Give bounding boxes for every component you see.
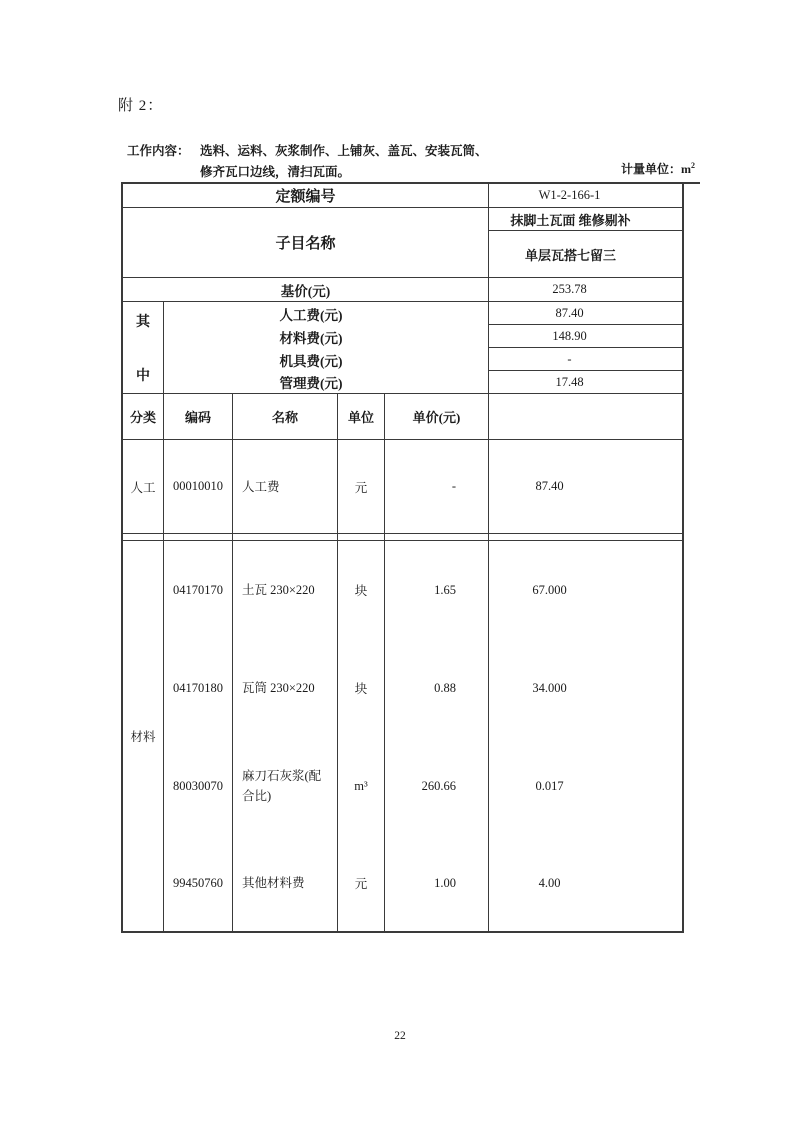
quota-table — [121, 182, 684, 933]
col-header-category: 分类 — [123, 394, 164, 440]
among-which-top: 其 — [136, 314, 150, 330]
gap-cell — [233, 534, 338, 541]
material-unit: 块 — [338, 541, 385, 639]
material-quantity: 34.000 — [532, 680, 567, 695]
fee-value: - — [489, 348, 682, 371]
fee-label: 机具费(元) — [164, 348, 489, 371]
fee-row — [123, 302, 682, 325]
quota-code-label: 定额编号 — [123, 184, 489, 208]
quota-code-value: W1-2-166-1 — [489, 184, 682, 208]
gap-cell — [123, 534, 164, 541]
material-name: 其他材料费 — [233, 835, 338, 931]
labor-quantity: 87.40 — [489, 440, 682, 534]
fee-value: 148.90 — [489, 325, 682, 348]
material-unit: 元 — [338, 835, 385, 931]
material-name: 土瓦 230×220 — [233, 541, 338, 639]
material-row — [123, 737, 682, 835]
material-code: 04170180 — [164, 639, 233, 737]
attachment-label: 附 2： — [118, 98, 164, 114]
among-which-cell — [123, 302, 164, 394]
measure-unit — [621, 160, 695, 177]
labor-unit: 元 — [338, 440, 385, 534]
gap-cell — [338, 534, 385, 541]
material-unit: 块 — [338, 639, 385, 737]
item-name: 单层瓦搭七留三 — [489, 231, 682, 278]
material-name: 瓦筒 230×220 — [233, 639, 338, 737]
material-unit: m³ — [338, 737, 385, 835]
fee-label: 人工费(元) — [164, 302, 489, 325]
material-price: 1.65 — [385, 541, 489, 639]
page-number: 22 — [394, 1030, 406, 1042]
material-quantity: 4.00 — [538, 875, 561, 890]
fee-value: 17.48 — [489, 371, 682, 394]
fee-value: 87.40 — [489, 302, 682, 325]
top-rule-extension — [684, 182, 700, 184]
gap-cell — [489, 534, 682, 541]
among-which-text — [123, 305, 163, 391]
labor-category: 人工 — [123, 440, 164, 534]
material-price: 0.88 — [385, 639, 489, 737]
work-content-line2: 修齐瓦口边线，清扫瓦面。 — [200, 165, 351, 179]
base-price-value: 253.78 — [489, 278, 682, 302]
fee-row — [123, 348, 682, 371]
labor-price: - — [385, 440, 489, 534]
section-gap-row — [123, 534, 682, 541]
material-price: 260.66 — [385, 737, 489, 835]
material-row — [123, 541, 682, 639]
col-header-name: 名称 — [233, 394, 338, 440]
item-category-row — [123, 208, 682, 231]
labor-code: 00010010 — [164, 440, 233, 534]
material-quantity: 67.000 — [532, 582, 567, 597]
material-row — [123, 835, 682, 931]
col-header-quantity — [489, 394, 682, 440]
material-code: 99450760 — [164, 835, 233, 931]
base-price-row — [123, 278, 682, 302]
material-category: 材料 — [123, 541, 164, 931]
labor-name: 人工费 — [233, 440, 338, 534]
material-code: 80030070 — [164, 737, 233, 835]
material-quantity: 0.017 — [535, 778, 564, 793]
measure-unit-value: m — [681, 162, 691, 176]
work-content-label: 工作内容： — [127, 144, 190, 158]
gap-cell — [164, 534, 233, 541]
col-header-price: 单价(元) — [385, 394, 489, 440]
item-name-label: 子目名称 — [123, 208, 489, 278]
gap-cell — [385, 534, 489, 541]
material-name: 麻刀石灰浆(配合比) — [233, 737, 338, 835]
labor-row — [123, 440, 682, 534]
work-content-line1: 选料、运料、灰浆制作、上铺灰、盖瓦、安装瓦筒、 — [200, 144, 488, 158]
fee-row — [123, 325, 682, 348]
fee-row — [123, 371, 682, 394]
measure-unit-label: 计量单位： — [620, 162, 681, 176]
material-row — [123, 639, 682, 737]
material-code: 04170170 — [164, 541, 233, 639]
fee-label: 管理费(元) — [164, 371, 489, 394]
item-category: 抹脚土瓦面 维修剔补 — [489, 208, 682, 231]
measure-unit-sup: 2 — [691, 161, 695, 170]
col-header-unit: 单位 — [338, 394, 385, 440]
quota-code-row — [123, 184, 682, 208]
base-price-label: 基价(元) — [123, 278, 489, 302]
among-which-bottom: 中 — [136, 368, 150, 384]
detail-header-row — [123, 394, 682, 440]
material-price: 1.00 — [385, 835, 489, 931]
fee-label: 材料费(元) — [164, 325, 489, 348]
col-header-code: 编码 — [164, 394, 233, 440]
